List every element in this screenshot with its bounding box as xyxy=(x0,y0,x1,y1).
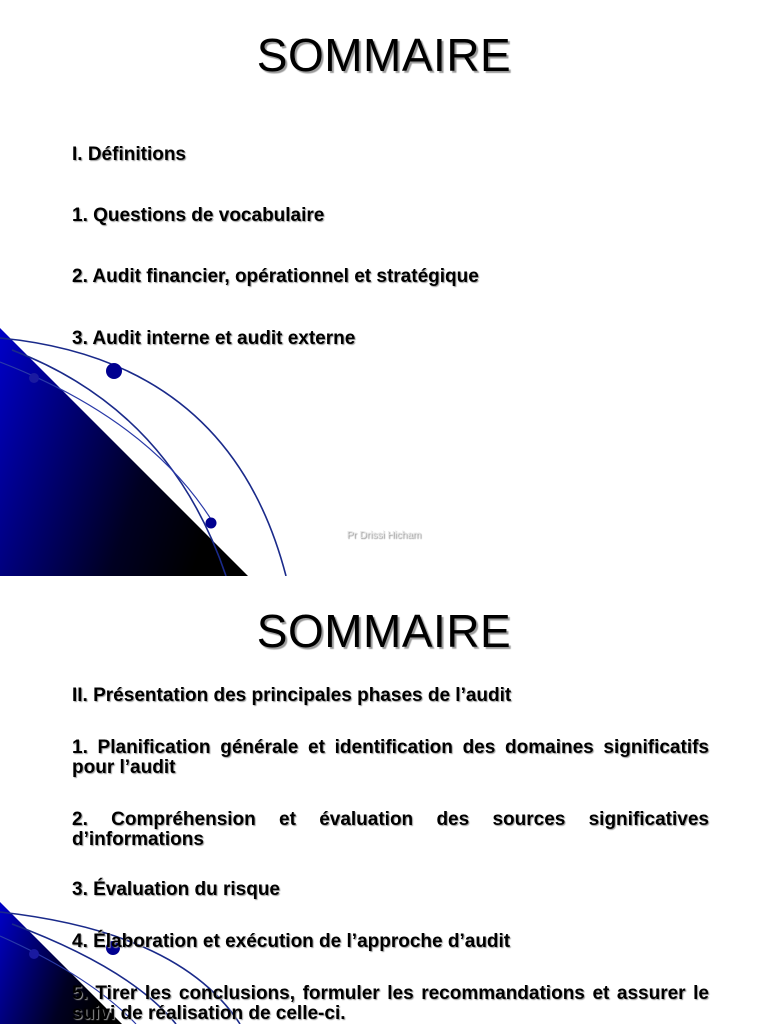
arc-dot-faint xyxy=(29,949,39,959)
slide-2-item-2: 1. Planification générale et identification des domaines significatifs pour l’audit xyxy=(72,737,709,778)
slide-1-item-2: 1. Questions de vocabulaire xyxy=(72,205,325,226)
slide-2-title: SOMMAIRE xyxy=(256,605,512,657)
slide-1-title: SOMMAIRE xyxy=(256,29,512,81)
arc-dot-small xyxy=(206,518,217,529)
slide-2-item-4: 3. Évaluation du risque xyxy=(72,879,280,900)
slide-1-item-1: I. Définitions xyxy=(72,144,186,165)
slide-2-item-6: 5. Tirer les conclusions, formuler les recommandations et assurer le suivi de réalisation de celle-ci. xyxy=(72,983,709,1024)
arc-dot-large xyxy=(106,363,122,379)
arc-dot-faint xyxy=(29,373,39,383)
slide-2-item-1: II. Présentation des principales phases de l’audit xyxy=(72,685,512,706)
footer-author: Pr Drissi Hicham xyxy=(346,530,422,541)
slide-1-item-3: 2. Audit financier, opérationnel et stratégique xyxy=(72,266,479,287)
slide-1-item-4: 3. Audit interne et audit externe xyxy=(72,328,356,349)
slide-2 xyxy=(0,576,768,1024)
slide-2-item-3: 2. Compréhension et évaluation des sources significatives d’informations xyxy=(72,809,709,850)
slide-2-item-5: 4. Élaboration et exécution de l’approche d’audit xyxy=(72,931,511,952)
